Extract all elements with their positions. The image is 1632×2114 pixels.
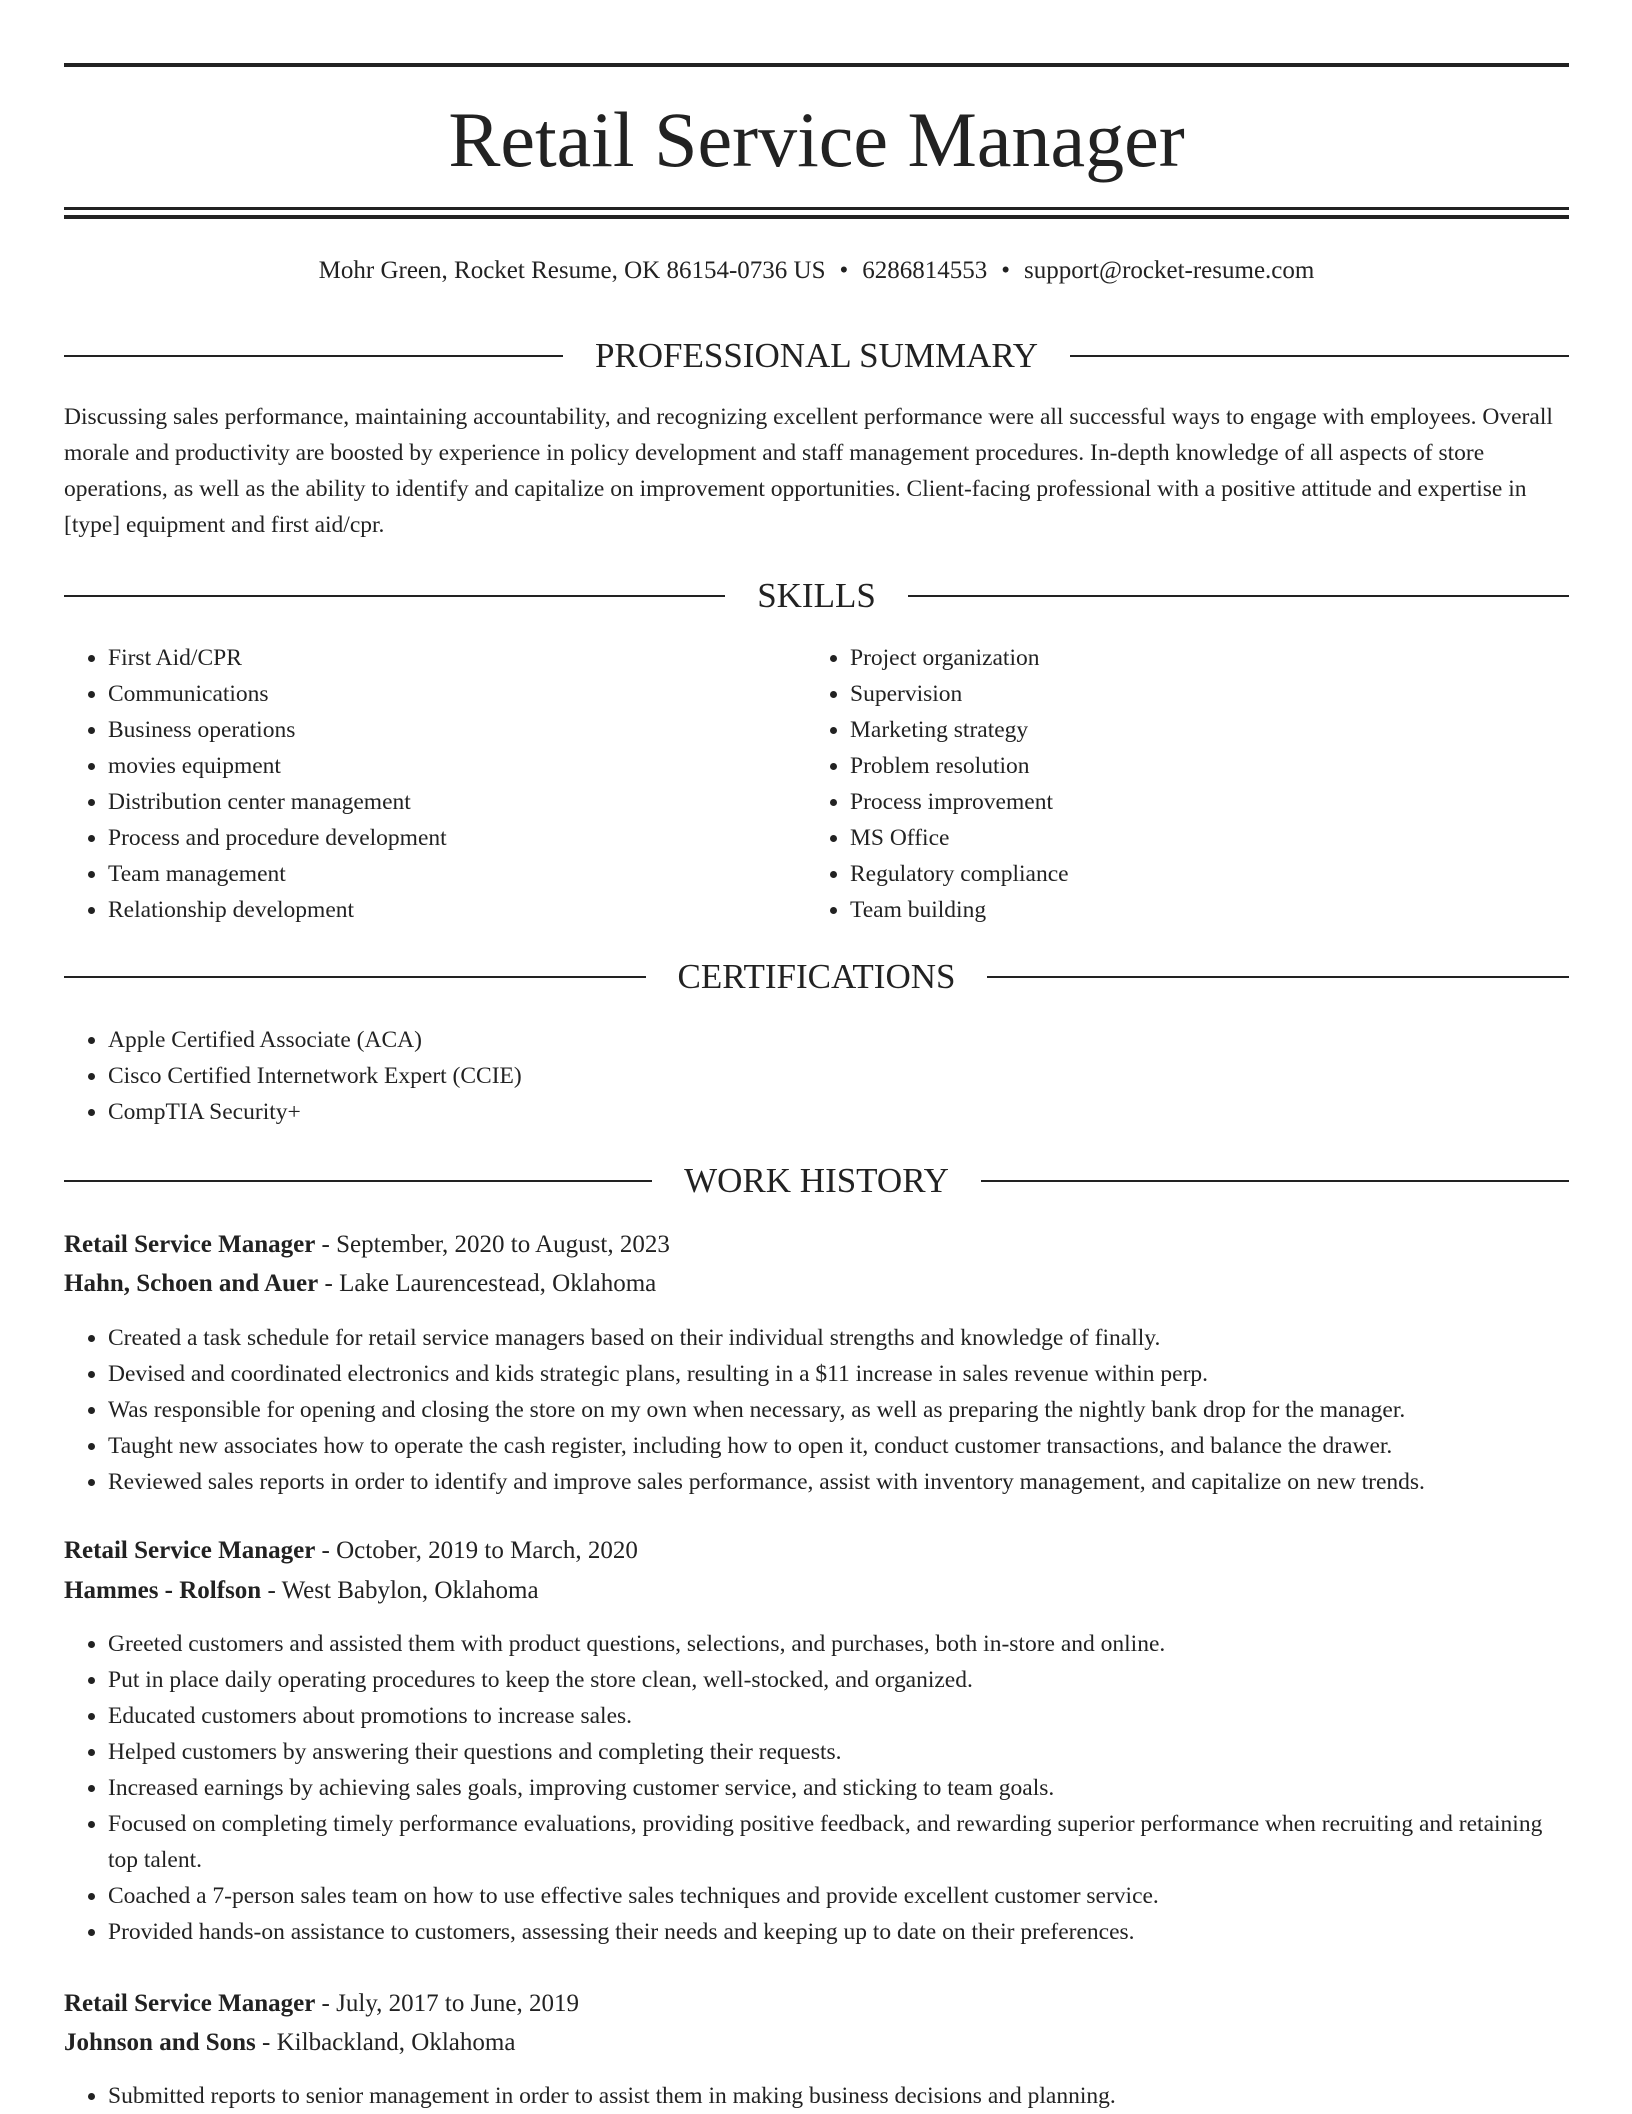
heading-rule: [64, 355, 563, 357]
skill-item: • movies equipment: [108, 748, 788, 784]
job-duty-item: • Coached a 7-person sales team on how to use effective sales techniques and provide excellent customer service.: [108, 1878, 1568, 1914]
section-title: WORK HISTORY: [684, 1161, 949, 1200]
section-title: SKILLS: [757, 576, 876, 615]
job-company: Hammes - Rolfson: [64, 1577, 262, 1604]
header-bottom-rule: [64, 207, 1569, 210]
header-top-rule: [64, 63, 1569, 67]
job-title: Retail Service Manager: [64, 1231, 316, 1258]
job-duties-list: [64, 1626, 1568, 1950]
contact-email: support@rocket-resume.com: [1024, 257, 1315, 284]
job-location: - West Babylon, Oklahoma: [261, 1577, 539, 1604]
job-title-line: [64, 1226, 1569, 1264]
header-bottom-rule-thick: [64, 215, 1569, 219]
skill-item: • Business operations: [108, 712, 788, 748]
contact-address: Mohr Green, Rocket Resume, OK 86154-0736 US: [318, 257, 826, 284]
job-duty-item: • Focused on completing timely performance evaluations, providing positive feedback, and rewarding superior performance when recruiting and retaining top talent.: [108, 1806, 1568, 1878]
job-duty-item: • Put in place daily operating procedures to keep the store clean, well-stocked, and organized.: [108, 1662, 1568, 1698]
heading-rule: [981, 1180, 1569, 1182]
skill-item: • Regulatory compliance: [850, 856, 1550, 892]
job-duty-item: • Educated customers about promotions to increase sales.: [108, 1698, 1568, 1734]
work-history-heading: [64, 1158, 1569, 1204]
job-duty-item: • Devised and coordinated electronics and kids strategic plans, resulting in a $11 increase in sales revenue within perp.: [108, 1356, 1568, 1392]
job-duty-item: • Reviewed sales reports in order to identify and improve sales performance, assist with inventory management, and capitalize on new trends.: [108, 1464, 1568, 1500]
candidate-name: Retail Service Manager: [448, 96, 1185, 183]
job-dates: - July, 2017 to June, 2019: [315, 1990, 579, 2017]
job-location: - Kilbackland, Oklahoma: [255, 2029, 516, 2056]
skills-heading: [64, 573, 1569, 619]
job-title-line: [64, 1532, 1569, 1570]
heading-rule: [908, 595, 1569, 597]
skill-item: • Project organization: [850, 640, 1550, 676]
job-company-line: [64, 1265, 1569, 1303]
certification-item: • Cisco Certified Internetwork Expert (CCIE): [108, 1058, 1568, 1094]
skill-item: • Relationship development: [108, 892, 788, 928]
certifications-heading: [64, 954, 1569, 1000]
job-duties-list: [64, 1320, 1568, 1500]
contact-separator: •: [1001, 257, 1011, 284]
skill-item: • Team management: [108, 856, 788, 892]
skill-item: • Process and procedure development: [108, 820, 788, 856]
skill-item: • Team building: [850, 892, 1550, 928]
job-dates: - September, 2020 to August, 2023: [315, 1231, 670, 1258]
job-duty-item: • Taught new associates how to operate the cash register, including how to open it, conduct customer transactions, and balance the drawer.: [108, 1428, 1568, 1464]
skills-list-left: [64, 640, 788, 928]
certification-item: • CompTIA Security+: [108, 1094, 1568, 1130]
summary-text: Discussing sales performance, maintaining accountability, and recognizing excellent performance were all successful ways to engage with employees. Overall morale and productivity are boosted by experience in policy development and staff management procedures. In-depth knowledge of all aspects of store operations, as well as the ability to identify and capitalize on improvement opportunities. Client-facing professional with a positive attitude and expertise in [type] equipment and first aid/cpr.: [64, 404, 1553, 538]
job-duty-item: • Was responsible for opening and closing the store on my own when necessary, as well as preparing the nightly bank drop for the manager.: [108, 1392, 1568, 1428]
skill-item: • Supervision: [850, 676, 1550, 712]
skill-item: • Marketing strategy: [850, 712, 1550, 748]
job-location: - Lake Laurencestead, Oklahoma: [318, 1270, 657, 1297]
job-company: Johnson and Sons: [64, 2029, 256, 2056]
skill-item: • Problem resolution: [850, 748, 1550, 784]
skill-item: • MS Office: [850, 820, 1550, 856]
summary-heading: [64, 333, 1569, 379]
heading-rule: [64, 1180, 652, 1182]
job-company: Hahn, Schoen and Auer: [64, 1270, 319, 1297]
job-duty-item: • Helped customers by answering their questions and completing their requests.: [108, 1734, 1568, 1770]
certifications-list: [64, 1022, 1568, 1130]
section-title: PROFESSIONAL SUMMARY: [594, 336, 1039, 375]
heading-rule: [1070, 355, 1569, 357]
skill-item: • Communications: [108, 676, 788, 712]
job-duties-list: [64, 2078, 1568, 2114]
contact-phone: 6286814553: [862, 257, 988, 284]
job-company-line: [64, 2024, 1569, 2062]
contact-line: [64, 253, 1569, 289]
job-title-line: [64, 1985, 1569, 2023]
skill-item: • Distribution center management: [108, 784, 788, 820]
contact-separator: •: [839, 257, 849, 284]
job-company-line: [64, 1572, 1569, 1610]
job-dates: - October, 2019 to March, 2020: [315, 1537, 638, 1564]
skills-list-right: [806, 640, 1550, 928]
skill-item: • Process improvement: [850, 784, 1550, 820]
job-duty-item: • Submitted reports to senior management in order to assist them in making business decisions and planning.: [108, 2078, 1568, 2114]
heading-rule: [64, 595, 725, 597]
certification-item: • Apple Certified Associate (ACA): [108, 1022, 1568, 1058]
job-duty-item: • Provided hands-on assistance to customers, assessing their needs and keeping up to date on their preferences.: [108, 1914, 1568, 1950]
job-duty-item: • Created a task schedule for retail service managers based on their individual strengths and knowledge of finally.: [108, 1320, 1568, 1356]
job-title: Retail Service Manager: [64, 1990, 316, 2017]
job-duty-item: • Increased earnings by achieving sales goals, improving customer service, and sticking to team goals.: [108, 1770, 1568, 1806]
skill-item: • First Aid/CPR: [108, 640, 788, 676]
job-title: Retail Service Manager: [64, 1537, 316, 1564]
section-title: CERTIFICATIONS: [677, 957, 956, 996]
heading-rule: [64, 976, 646, 978]
heading-rule: [987, 976, 1569, 978]
job-duty-item: • Greeted customers and assisted them with product questions, selections, and purchases, both in-store and online.: [108, 1626, 1568, 1662]
